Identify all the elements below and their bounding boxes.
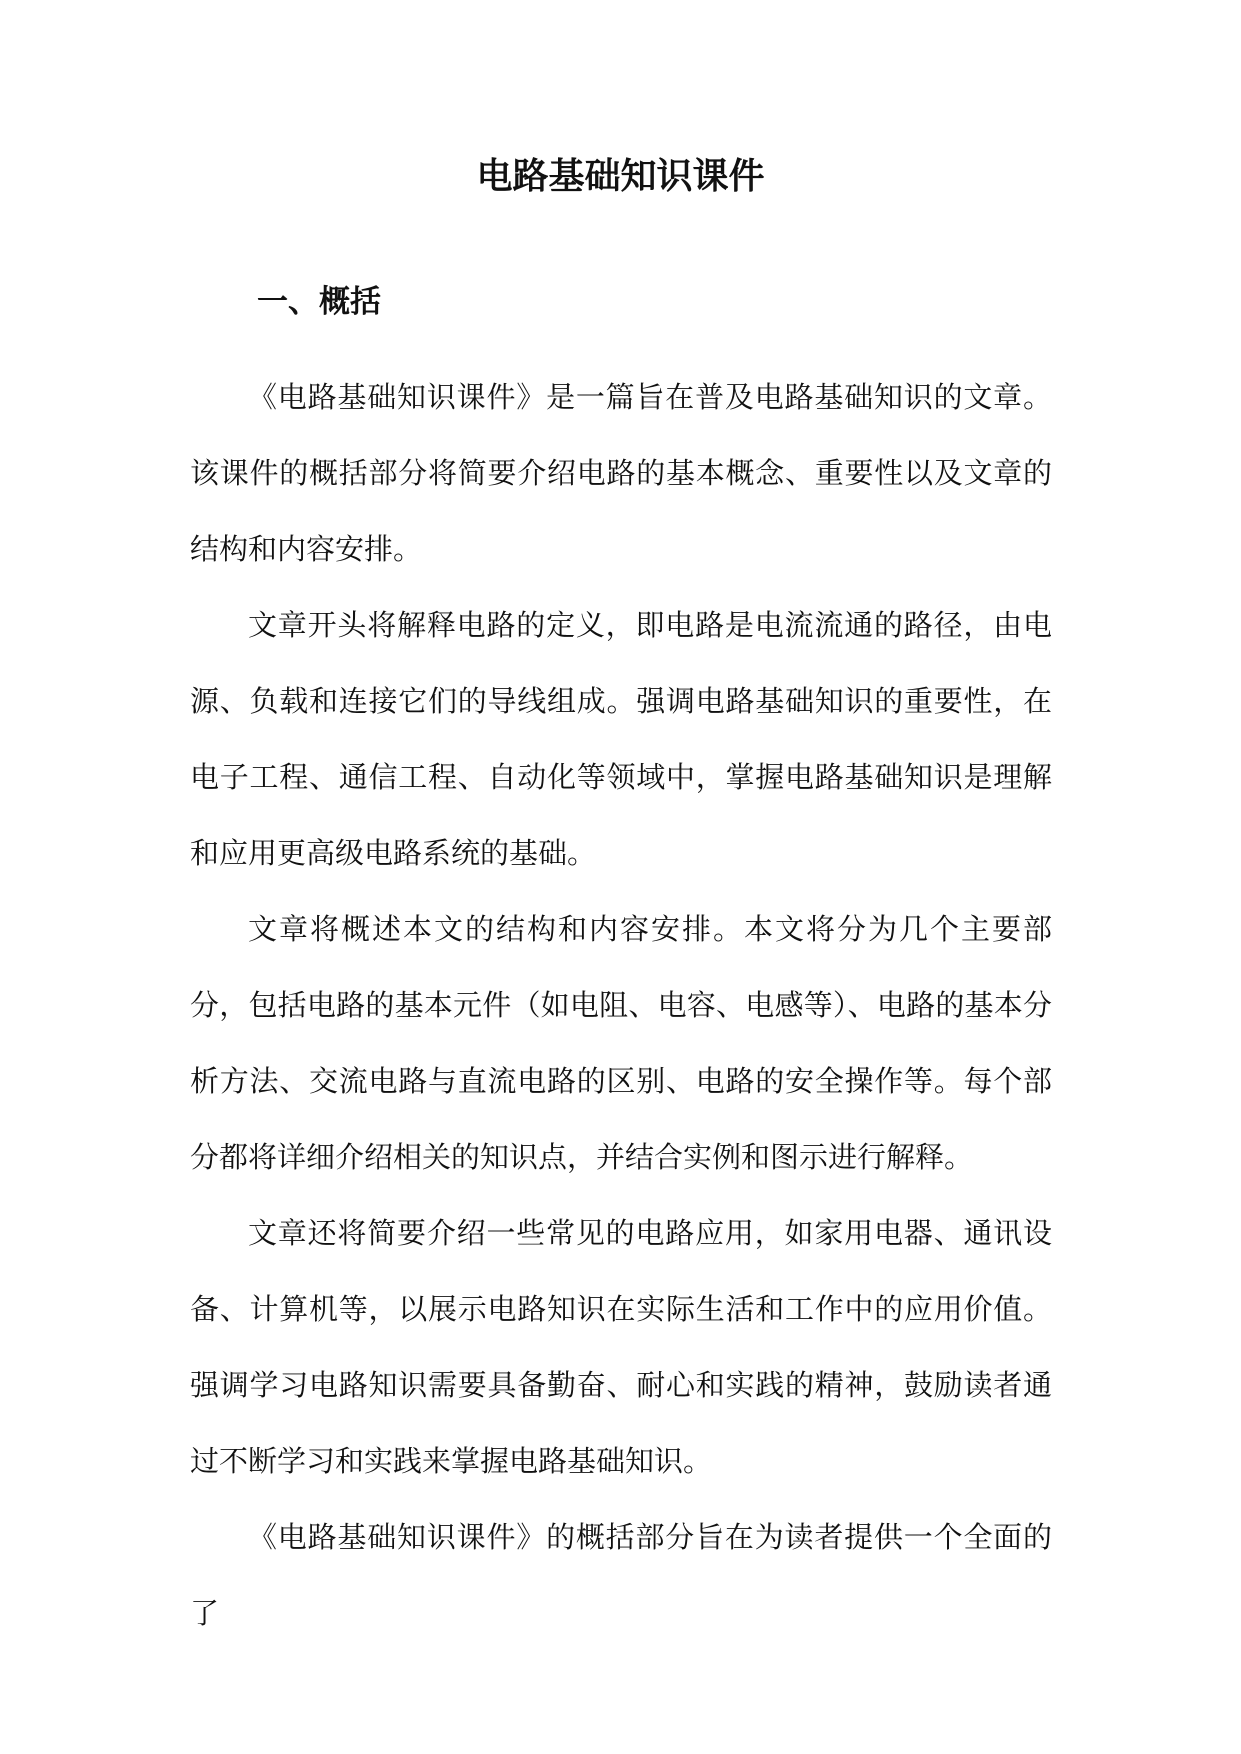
paragraph-1: 《电路基础知识课件》是一篇旨在普及电路基础知识的文章。该课件的概括部分将简要介绍电路的基本概念、重要性以及文章的结构和内容安排。 [190, 380, 1052, 566]
paragraph-5: 《电路基础知识课件》的概括部分旨在为读者提供一个全面的了 [190, 1520, 1052, 1630]
paragraph-4: 文章还将简要介绍一些常见的电路应用，如家用电器、通讯设备、计算机等，以展示电路知识在实际生活和工作中的应用价值。强调学习电路知识需要具备勤奋、耐心和实践的精神，鼓励读者通过不断学习和实践来掌握电路基础知识。 [190, 1216, 1052, 1478]
document-title: 电路基础知识课件 [476, 155, 765, 197]
paragraph-2: 文章开头将解释电路的定义，即电路是电流流通的路径，由电源、负载和连接它们的导线组成。强调电路基础知识的重要性，在电子工程、通信工程、自动化等领域中，掌握电路基础知识是理解和应用更高级电路系统的基础。 [190, 608, 1052, 870]
document-body [190, 359, 1052, 1651]
section-heading: 一、概括 [257, 284, 381, 320]
paragraph-3: 文章将概述本文的结构和内容安排。本文将分为几个主要部分，包括电路的基本元件（如电阻、电容、电感等）、电路的基本分析方法、交流电路与直流电路的区别、电路的安全操作等。每个部分都将详细介绍相关的知识点，并结合实例和图示进行解释。 [190, 912, 1052, 1174]
